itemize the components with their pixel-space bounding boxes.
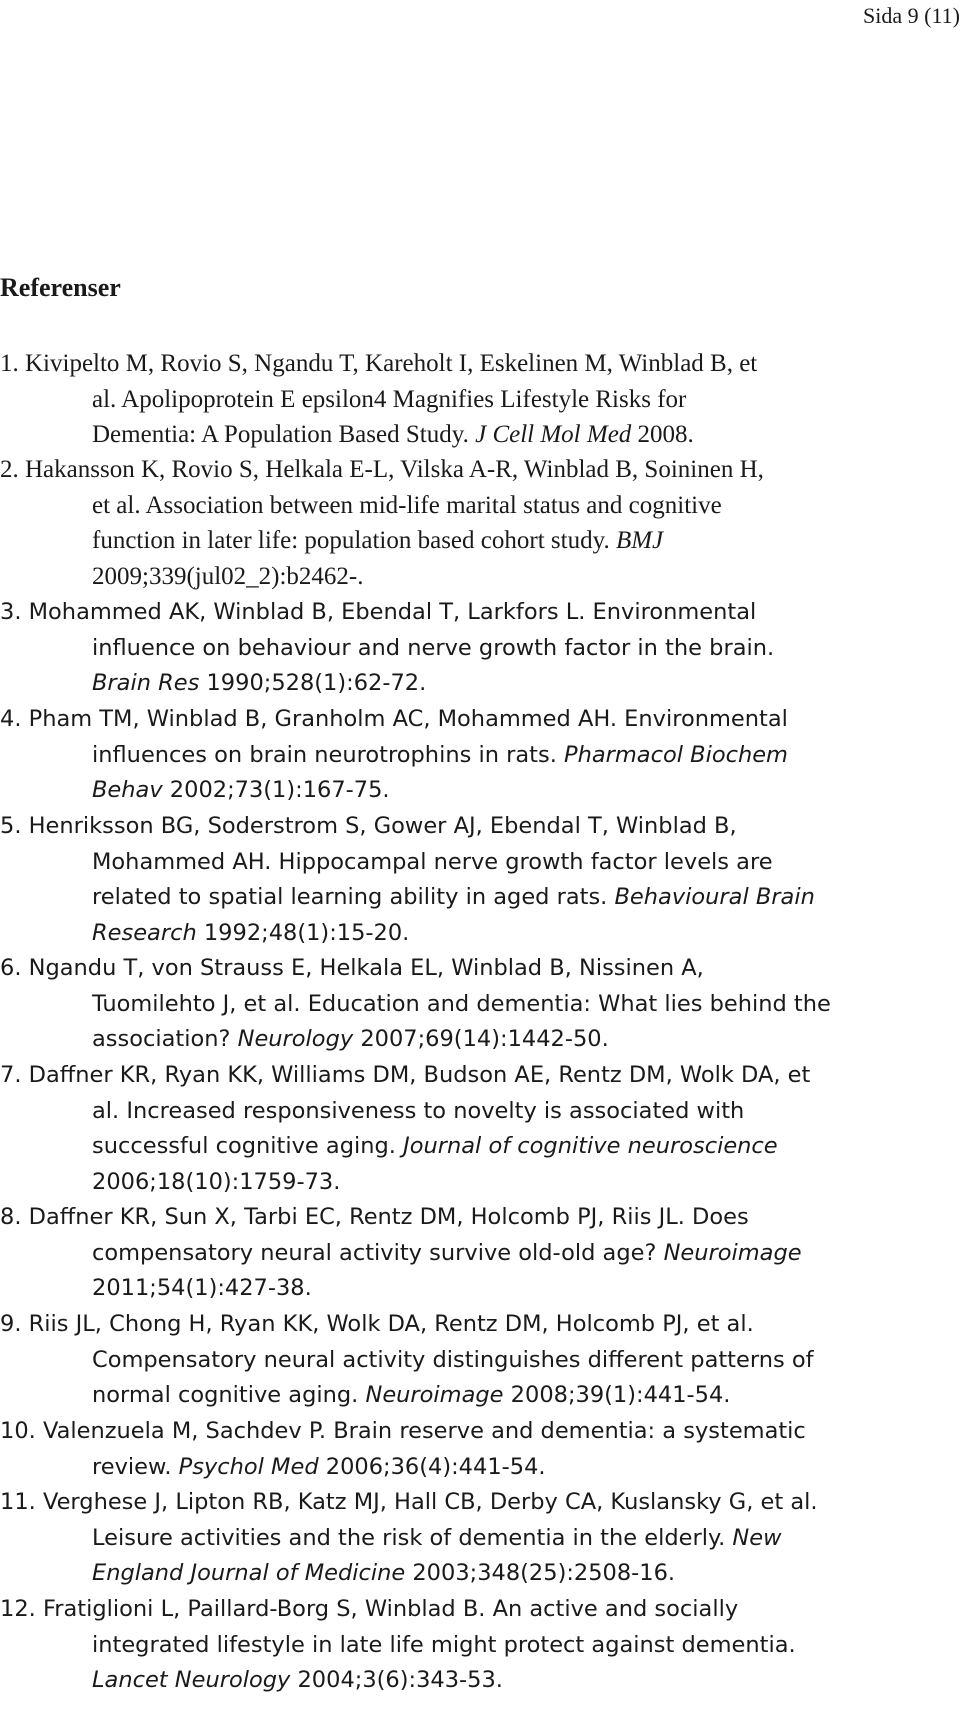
reference-text: 2009;339(jul02_2):b2462-.: [92, 562, 364, 590]
reference-number: 12.: [0, 1596, 43, 1622]
reference-item: [0, 1200, 960, 1307]
reference-line: [0, 595, 960, 631]
reference-text: association?: [92, 1026, 238, 1052]
reference-text: Henriksson BG, Soderstrom S, Gower AJ, Ebendal T, Winblad B,: [28, 813, 737, 839]
reference-text: Riis JL, Chong H, Ryan KK, Wolk DA, Rentz DM, Holcomb PJ, et al.: [28, 1311, 754, 1337]
reference-text: 2008.: [631, 421, 694, 448]
reference-text: Mohammed AH. Hippocampal nerve growth factor levels are: [92, 848, 773, 875]
reference-line: [0, 1556, 960, 1592]
reference-line: [0, 631, 960, 667]
reference-text: influences on brain neurotrophins in rats.: [92, 741, 565, 768]
reference-text: integrated lifestyle in late life might protect against dementia.: [92, 1631, 796, 1658]
reference-text: 2006;36(4):441-54.: [318, 1453, 546, 1480]
reference-line: [0, 880, 960, 916]
journal-title: Behav: [92, 777, 163, 803]
reference-number: 3.: [0, 599, 29, 625]
reference-line: [0, 1592, 960, 1628]
reference-text: Tuomilehto J, et al. Education and dementia: What lies behind the: [92, 990, 831, 1017]
reference-item: [0, 951, 960, 1058]
journal-title: Behavioural Brain: [614, 884, 815, 910]
reference-text: compensatory neural activity survive old-old age?: [92, 1239, 664, 1266]
reference-line: [0, 1414, 960, 1450]
journal-title: Psychol Med: [178, 1453, 319, 1480]
reference-item: [0, 595, 960, 702]
reference-item: [0, 1307, 960, 1414]
reference-number: 9.: [0, 1311, 29, 1337]
reference-line: [0, 702, 960, 738]
reference-line: [0, 1663, 960, 1699]
journal-title: Research: [92, 919, 197, 946]
reference-text: successful cognitive aging.: [92, 1133, 404, 1159]
reference-text: related to spatial learning ability in aged rats.: [92, 884, 615, 910]
reference-item: [0, 702, 960, 809]
reference-text: influence on behaviour and nerve growth factor in the brain.: [92, 634, 775, 661]
reference-line: [0, 382, 960, 418]
reference-text: Compensatory neural activity distinguishes different patterns of: [92, 1346, 814, 1373]
reference-number: 8.: [0, 1204, 29, 1230]
journal-title: Journal of cognitive neuroscience: [403, 1133, 778, 1159]
reference-item: [0, 452, 960, 594]
reference-line: [0, 916, 960, 952]
reference-text: Verghese J, Lipton RB, Katz MJ, Hall CB, Derby CA, Kuslansky G, et al.: [42, 1489, 818, 1515]
reference-line: [0, 1094, 960, 1130]
reference-line: [0, 1129, 960, 1165]
reference-text: Valenzuela M, Sachdev P. Brain reserve and dementia: a systematic: [42, 1418, 806, 1444]
reference-text: Dementia: A Population Based Study.: [92, 421, 476, 448]
reference-text: 2007;69(14):1442-50.: [353, 1026, 609, 1052]
reference-line: [0, 1450, 960, 1486]
reference-number: 6.: [0, 955, 29, 981]
reference-number: 7.: [0, 1062, 29, 1088]
journal-title: J Cell Mol Med: [475, 421, 632, 448]
reference-line: [0, 1307, 960, 1343]
reference-text: 1990;528(1):62-72.: [199, 670, 427, 696]
reference-text: 2008;39(1):441-54.: [503, 1382, 731, 1408]
reference-line: [0, 1058, 960, 1094]
reference-text: 2004;3(6):343-53.: [290, 1667, 503, 1693]
reference-line: [0, 987, 960, 1023]
reference-text: Leisure activities and the risk of dementia in the elderly.: [92, 1524, 733, 1551]
reference-line: [0, 666, 960, 702]
journal-title: BMJ: [615, 527, 664, 554]
reference-text: Pham TM, Winblad B, Granholm AC, Mohammed AH. Environmental: [28, 706, 788, 732]
page-number: Sida 9 (11): [863, 3, 960, 28]
reference-item: [0, 346, 960, 453]
journal-title: Neuroimage: [365, 1382, 504, 1408]
reference-text: Fratiglioni L, Paillard-Borg S, Winblad B. An active and socially: [42, 1596, 739, 1622]
reference-line: [0, 559, 960, 595]
journal-title: Brain Res: [92, 670, 200, 696]
reference-text: et al. Association between mid-life marital status and cognitive: [92, 491, 722, 519]
reference-text: 2006;18(10):1759-73.: [92, 1168, 341, 1195]
reference-number: 2.: [0, 456, 25, 483]
reference-text: function in later life: population based cohort study.: [92, 527, 616, 554]
reference-number: 1.: [0, 350, 25, 377]
journal-title: England Journal of Medicine: [92, 1560, 406, 1586]
reference-item: [0, 1058, 960, 1200]
reference-text: 1992;48(1):15-20.: [196, 919, 410, 946]
reference-line: [0, 1271, 960, 1307]
reference-text: review.: [92, 1453, 179, 1480]
reference-text: Ngandu T, von Strauss E, Helkala EL, Winblad B, Nissinen A,: [28, 955, 704, 981]
reference-text: normal cognitive aging.: [92, 1382, 366, 1408]
reference-line: [0, 1485, 960, 1521]
reference-text: Kivipelto M, Rovio S, Ngandu T, Kareholt I, Eskelinen M, Winblad B, et: [25, 350, 758, 377]
journal-title: New: [732, 1524, 782, 1551]
journal-title: Neuroimage: [663, 1239, 802, 1266]
journal-title: Lancet Neurology: [92, 1667, 291, 1693]
references-heading: Referenser: [0, 273, 121, 302]
reference-number: 5.: [0, 813, 29, 839]
reference-line: [0, 1521, 960, 1557]
reference-line: [0, 1378, 960, 1414]
reference-line: [0, 346, 960, 382]
reference-number: 4.: [0, 706, 29, 732]
reference-line: [0, 452, 960, 488]
reference-number: 11.: [0, 1489, 43, 1515]
reference-item: [0, 1414, 960, 1485]
reference-text: 2003;348(25):2508-16.: [405, 1560, 676, 1586]
reference-line: [0, 1022, 960, 1058]
reference-line: [0, 417, 960, 453]
reference-line: [0, 845, 960, 881]
reference-number: 10.: [0, 1418, 43, 1444]
reference-text: Mohammed AK, Winblad B, Ebendal T, Larkfors L. Environmental: [28, 599, 757, 625]
reference-line: [0, 1165, 960, 1201]
reference-line: [0, 523, 960, 559]
reference-text: Daffner KR, Sun X, Tarbi EC, Rentz DM, Holcomb PJ, Riis JL. Does: [28, 1204, 749, 1230]
reference-text: Hakansson K, Rovio S, Helkala E-L, Vilska A-R, Winblad B, Soininen H,: [25, 456, 764, 483]
reference-line: [0, 1343, 960, 1379]
reference-line: [0, 773, 960, 809]
journal-title: Pharmacol Biochem: [564, 741, 788, 768]
journal-title: Neurology: [237, 1026, 354, 1052]
reference-item: [0, 1485, 960, 1592]
reference-line: [0, 1236, 960, 1272]
reference-line: [0, 809, 960, 845]
reference-line: [0, 738, 960, 774]
reference-text: al. Apolipoprotein E epsilon4 Magnifies Lifestyle Risks for: [92, 385, 687, 413]
reference-item: [0, 809, 960, 951]
reference-item: [0, 1592, 960, 1699]
reference-line: [0, 951, 960, 987]
reference-text: 2002;73(1):167-75.: [162, 777, 390, 803]
reference-line: [0, 1200, 960, 1236]
reference-line: [0, 488, 960, 524]
reference-line: [0, 1628, 960, 1664]
reference-text: 2011;54(1):427-38.: [92, 1275, 312, 1301]
reference-text: al. Increased responsiveness to novelty is associated with: [92, 1097, 745, 1124]
reference-text: Daffner KR, Ryan KK, Williams DM, Budson AE, Rentz DM, Wolk DA, et: [28, 1062, 811, 1088]
